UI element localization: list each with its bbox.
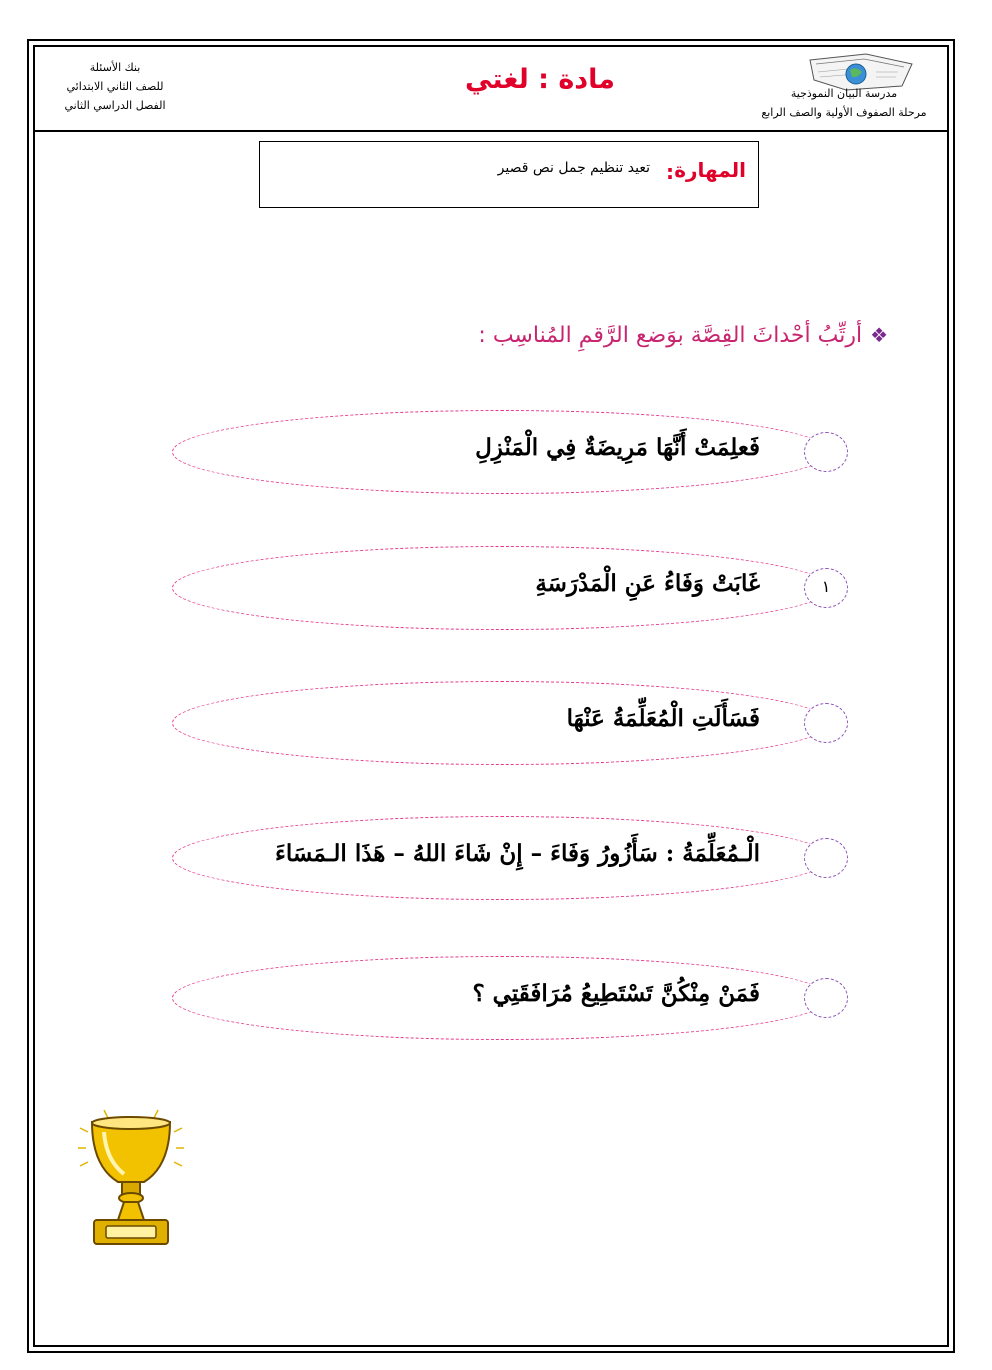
number-circle[interactable] bbox=[804, 978, 848, 1018]
number-circle[interactable] bbox=[804, 703, 848, 743]
sentence-text: فَعلِمَتْ أَنَّهَا مَرِيضَةٌ فِي الْمَنْزِلِ bbox=[475, 434, 760, 461]
sentence-card bbox=[172, 681, 830, 765]
number-circle[interactable] bbox=[804, 838, 848, 878]
number-circle[interactable]: ١ bbox=[804, 568, 848, 608]
header-right-line: مدرسة البيان النموذجية bbox=[790, 87, 898, 100]
instruction-text: أرتِّبُ أحْداثَ القِصَّة بوَضع الرَّقمِ المُناسِب : bbox=[478, 323, 863, 348]
sentence-text: فَمَنْ مِنْكُنَّ تَسْتَطِيعُ مُرَافَقَتِي ؟ bbox=[472, 980, 760, 1007]
header-right-line: مرحلة الصفوف الأولية والصف الرابع bbox=[761, 106, 927, 119]
sentence-card bbox=[172, 956, 830, 1040]
page-title: مادة : لغتي bbox=[465, 64, 615, 95]
skill-colon: : bbox=[666, 160, 674, 184]
header-left-line: للصف الثاني الابتدائي bbox=[66, 80, 164, 93]
skill-box bbox=[259, 141, 759, 208]
sentence-text: الْـمُعَلِّمَةُ : سَأَزُورُ وَفَاءَ – إِنْ شَاءَ اللهُ – هَذَا الـمَسَاءَ bbox=[275, 840, 760, 867]
skill-label: المهارة bbox=[674, 158, 746, 182]
diamond-bullet-icon: ❖ bbox=[870, 323, 888, 347]
header-divider bbox=[33, 130, 949, 132]
header-left-info bbox=[40, 58, 190, 115]
number-circle[interactable] bbox=[804, 432, 848, 472]
header-right-info bbox=[738, 84, 950, 122]
skill-value: تعيد تنظيم جمل نص قصير bbox=[497, 160, 650, 176]
header-left-line: الفصل الدراسي الثاني bbox=[64, 99, 166, 112]
header-left-line: بنك الأسئلة bbox=[89, 61, 141, 74]
sentence-card bbox=[172, 816, 830, 900]
sentence-card bbox=[172, 546, 830, 630]
sentence-text: غَابَتْ وَفَاءُ عَنِ الْمَدْرَسَةِ bbox=[535, 570, 760, 597]
sentence-card bbox=[172, 410, 830, 494]
trophy-icon bbox=[74, 1108, 188, 1248]
sentence-text: فَسَأَلَتِ الْمُعَلِّمَةُ عَنْهَا bbox=[566, 705, 760, 732]
instruction bbox=[478, 323, 888, 348]
